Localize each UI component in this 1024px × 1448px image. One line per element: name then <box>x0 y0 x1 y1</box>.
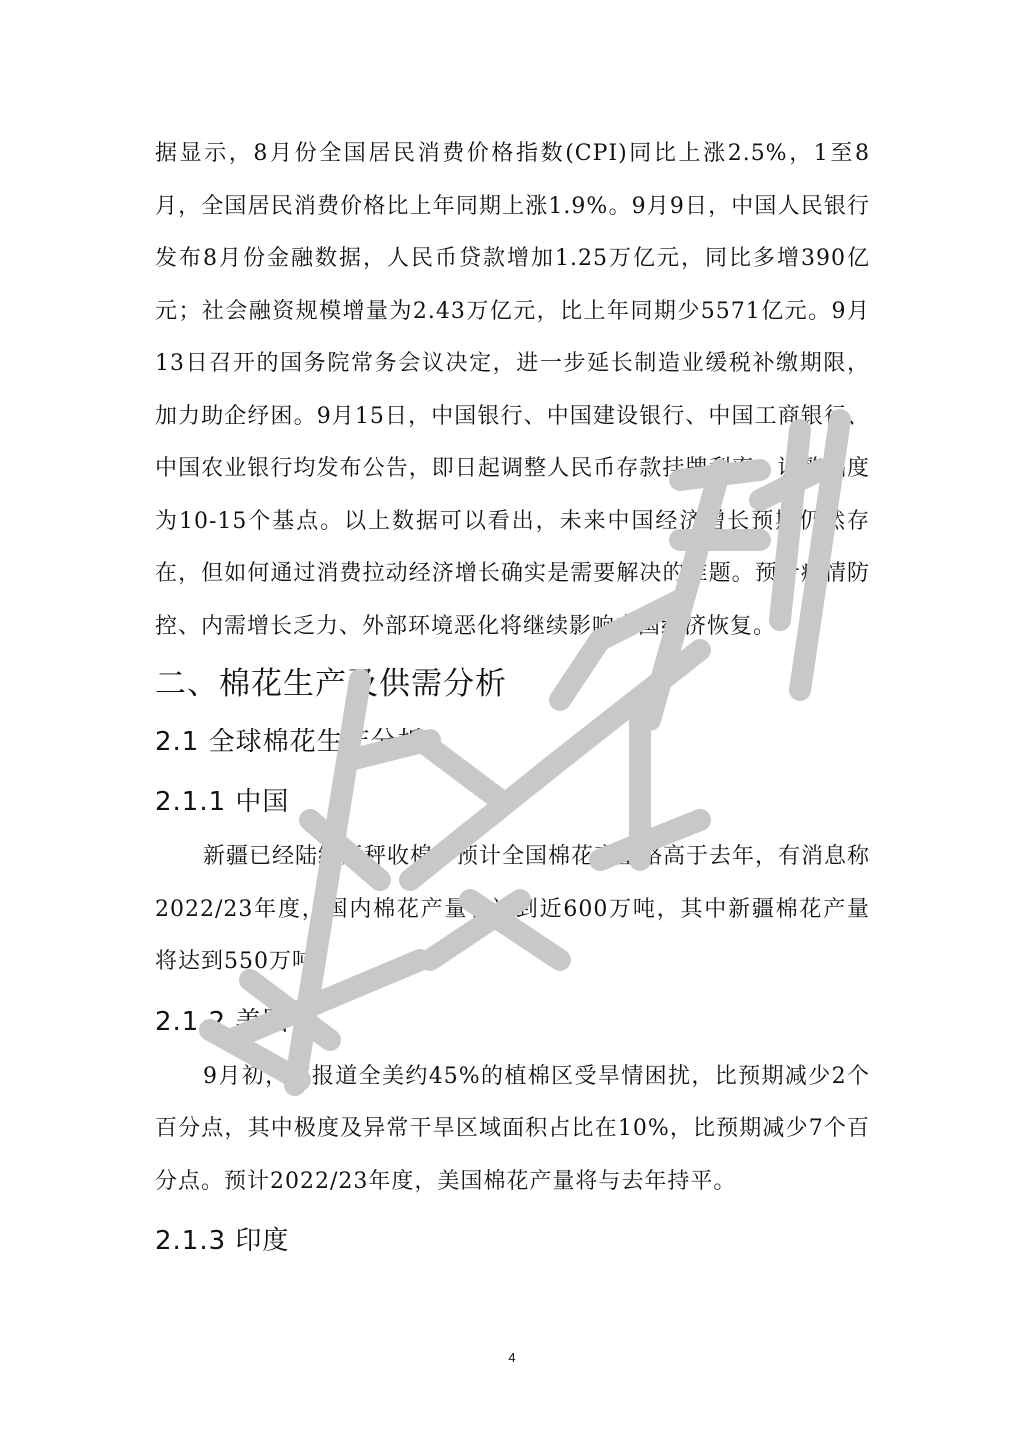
body-paragraph-usa: 9月初，有报道全美约45%的植棉区受旱情困扰，比预期减少2个百分点，其中极度及异常干旱区域面积占比在10%，比预期减少7个百分点。预计2022/23年度，美国棉花产量将与去年持平。 <box>155 1063 870 1194</box>
subsection-heading-india: 2.1.3 印度 <box>155 1226 290 1256</box>
page-number: 4 <box>508 1350 516 1365</box>
subsection-heading-china: 2.1.1 中国 <box>155 787 290 817</box>
page-content <box>155 128 870 1270</box>
subsection-heading-global-production: 2.1 全球棉花生产分析 <box>155 727 425 757</box>
body-paragraph-economic-data: 据显示，8月份全国居民消费价格指数(CPI)同比上涨2.5%，1至8月，全国居民消费价格比上年同期上涨1.9%。9月9日，中国人民银行发布8月份金融数据，人民币贷款增加1.25万亿元，同比多增390亿元；社会融资规模增量为2.43万亿元，比上年同期少5571亿元。9月13日召开的国务院常务会议决定，进一步延长制造业缓税补缴期限，加力助企纾困。9月15日，中国银行、中国建设银行、中国工商银行、中国农业银行均发布公告，即日起调整人民币存款挂牌利率，调整幅度为10-15个基点。以上数据可以看出，未来中国经济增长预期仍然存在，但如何通过消费拉动经济增长确实是需要解决的难题。预计疫情防控、内需增长乏力、外部环境恶化将继续影响中国经济恢复。 <box>155 141 870 639</box>
subsection-heading-usa: 2.1.2 美国 <box>155 1006 290 1037</box>
section-heading-cotton-supply-demand: 二、棉花生产及供需分析 <box>155 666 507 702</box>
body-paragraph-china: 新疆已经陆续开秤收棉，预计全国棉花产量略高于去年，有消息称2022/23年度，国内棉花产量将达到近600万吨，其中新疆棉花产量将达到550万吨。 <box>155 844 871 974</box>
